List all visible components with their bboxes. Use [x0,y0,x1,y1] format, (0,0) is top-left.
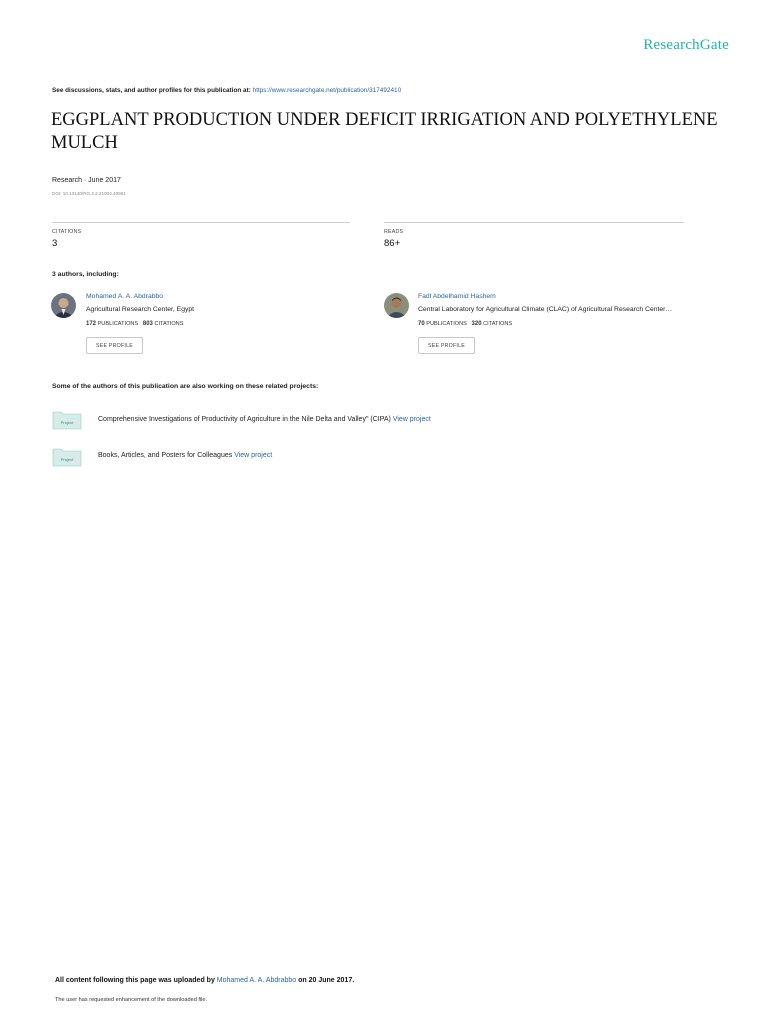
citations-label: CITATIONS [52,229,82,235]
citations-divider [52,222,350,223]
project-icon-label: Project [60,457,74,462]
author-1-citations-count: 803 [142,321,153,327]
author-2-publications-label: PUBLICATIONS [426,321,467,327]
upload-footer [55,977,354,984]
author-1-name-link[interactable]: Mohamed A. A. Abdrabbo [86,293,164,300]
author-1-affiliation: Agricultural Research Center, Egypt [86,306,195,313]
author-1-counts [86,321,183,327]
page-title: EGGPLANT PRODUCTION UNDER DEFICIT IRRIGATION AND POLYETHYLENE MULCH [51,110,718,153]
footer-suffix: on 20 June 2017. [296,977,355,984]
author-2-citations-count: 320 [471,321,482,327]
author-1-citations-label: CITATIONS [154,321,184,327]
project-1-view-link[interactable]: View project [392,416,431,423]
project-1-title: Comprehensive Investigations of Productivity of Agriculture in the Nile Delta and Valley" (CIPA) [98,416,393,423]
author-1-publications-label: PUBLICATIONS [97,321,139,327]
author-1-see-profile-button[interactable]: SEE PROFILE [86,337,143,354]
reads-divider [384,222,684,223]
discussion-line [52,87,401,94]
author-2-affiliation: Central Laboratory for Agricultural Climate (CLAC) of Agricultural Research Center… [418,306,673,313]
uploader-link[interactable]: Mohamed A. A. Abdrabbo [216,977,297,984]
author-2-counts [418,321,512,327]
author-1-publications-count: 172 [86,321,97,327]
authors-heading: 3 authors, including: [52,271,119,278]
publication-url-link[interactable]: https://www.researchgate.net/publication/317492410 [252,87,402,94]
project-icon[interactable] [52,447,82,467]
project-folder-icon [52,410,82,430]
author-photo-icon [51,293,76,318]
enhancement-note: The user has requested enhancement of the downloaded file. [55,997,208,1003]
author-2-see-profile-button[interactable]: SEE PROFILE [418,337,475,354]
reads-value: 86+ [384,238,401,249]
author-2-citations-label: CITATIONS [483,321,513,327]
reads-label: READS [384,229,404,235]
related-projects-heading: Some of the authors of this publication are also working on these related projects: [52,383,319,390]
author-photo-icon [384,293,409,318]
citations-value: 3 [52,238,58,249]
project-2-item [98,452,272,459]
project-2-title: Books, Articles, and Posters for Colleagues [98,452,235,459]
publication-meta: Research · June 2017 [52,177,121,184]
discussion-prefix: See discussions, stats, and author profiles for this publication at: [52,87,253,94]
project-2-view-link[interactable]: View project [234,452,273,459]
researchgate-logo[interactable]: ResearchGate [643,37,729,53]
project-icon-label: Project [60,420,74,425]
project-1-item [98,416,431,423]
avatar[interactable] [51,293,76,318]
publication-doi: DOI: 10.13140/RG.2.2.21904.40961 [52,191,126,196]
project-icon[interactable] [52,410,82,430]
author-2-name-link[interactable]: Fadl Abdelhamid Hashem [418,293,496,300]
footer-prefix: All content following this page was uploaded by [55,977,217,984]
author-2-publications-count: 70 [418,321,425,327]
avatar[interactable] [384,293,409,318]
project-folder-icon [52,447,82,467]
